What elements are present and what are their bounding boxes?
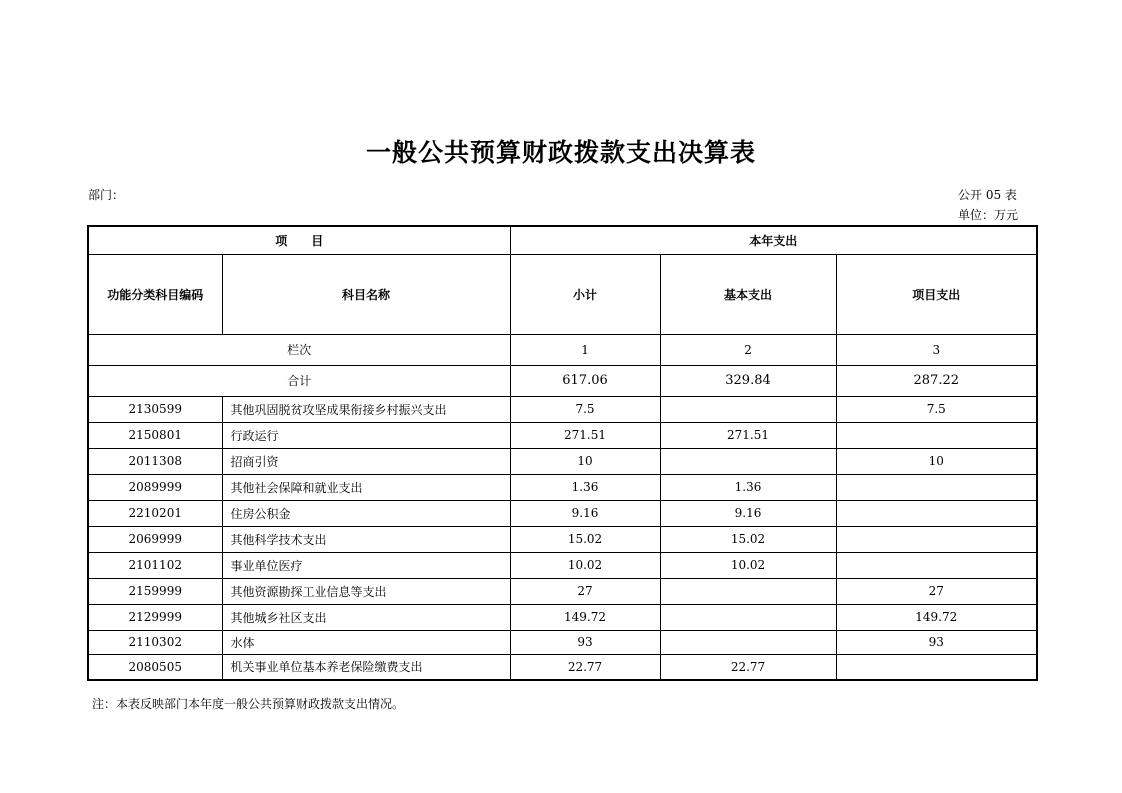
total-basic: 329.84 — [660, 365, 836, 396]
header-item: 项 目 — [88, 226, 510, 254]
row-subtotal: 27 — [510, 578, 660, 604]
row-subject-name: 水体 — [222, 630, 510, 654]
total-subtotal: 617.06 — [510, 365, 660, 396]
row-basic — [660, 604, 836, 630]
table-row — [88, 422, 1037, 448]
row-code: 2101102 — [88, 552, 222, 578]
row-basic: 10.02 — [660, 552, 836, 578]
header-row-1 — [88, 226, 1037, 254]
row-code: 2130599 — [88, 396, 222, 422]
table-row — [88, 654, 1037, 680]
row-basic: 9.16 — [660, 500, 836, 526]
row-basic — [660, 396, 836, 422]
table-row — [88, 396, 1037, 422]
row-code: 2089999 — [88, 474, 222, 500]
row-project: 93 — [836, 630, 1037, 654]
total-project: 287.22 — [836, 365, 1037, 396]
header-func-code: 功能分类科目编码 — [88, 254, 222, 334]
header-subject-name: 科目名称 — [222, 254, 510, 334]
unit-label: 单位：万元 — [958, 208, 1019, 222]
footnote: 注：本表反映部门本年度一般公共预算财政拨款支出情况。 — [92, 697, 405, 711]
row-basic: 1.36 — [660, 474, 836, 500]
row-project — [836, 474, 1037, 500]
row-subtotal: 10.02 — [510, 552, 660, 578]
row-code: 2210201 — [88, 500, 222, 526]
row-subject-name: 招商引资 — [222, 448, 510, 474]
row-subtotal: 1.36 — [510, 474, 660, 500]
table-row — [88, 474, 1037, 500]
department-label: 部门： — [88, 188, 125, 202]
row-subtotal: 271.51 — [510, 422, 660, 448]
row-basic — [660, 448, 836, 474]
row-project — [836, 654, 1037, 680]
header-basic-expense: 基本支出 — [660, 254, 836, 334]
row-code: 2080505 — [88, 654, 222, 680]
row-project: 10 — [836, 448, 1037, 474]
row-project — [836, 422, 1037, 448]
table-row — [88, 500, 1037, 526]
table-row — [88, 552, 1037, 578]
row-subtotal: 149.72 — [510, 604, 660, 630]
header-row-2 — [88, 254, 1037, 334]
row-code: 2129999 — [88, 604, 222, 630]
row-code: 2150801 — [88, 422, 222, 448]
total-row — [88, 365, 1037, 396]
column-index-label: 栏次 — [88, 334, 510, 365]
header-current-year-expense: 本年支出 — [510, 226, 1037, 254]
row-subject-name: 行政运行 — [222, 422, 510, 448]
page-title: 一般公共预算财政拨款支出决算表 — [365, 138, 756, 167]
total-label: 合计 — [88, 365, 510, 396]
row-project — [836, 552, 1037, 578]
table-row — [88, 604, 1037, 630]
row-subtotal: 93 — [510, 630, 660, 654]
row-basic — [660, 630, 836, 654]
row-subtotal: 15.02 — [510, 526, 660, 552]
row-code: 2011308 — [88, 448, 222, 474]
column-index-1: 1 — [510, 334, 660, 365]
column-index-2: 2 — [660, 334, 836, 365]
expense-table — [87, 225, 1038, 681]
row-subject-name: 其他资源勘探工业信息等支出 — [222, 578, 510, 604]
table-row — [88, 448, 1037, 474]
row-basic: 271.51 — [660, 422, 836, 448]
row-project: 7.5 — [836, 396, 1037, 422]
row-subject-name: 其他科学技术支出 — [222, 526, 510, 552]
row-project — [836, 500, 1037, 526]
row-project — [836, 526, 1037, 552]
row-project: 149.72 — [836, 604, 1037, 630]
table-row — [88, 526, 1037, 552]
row-code: 2159999 — [88, 578, 222, 604]
row-basic — [660, 578, 836, 604]
row-project: 27 — [836, 578, 1037, 604]
table-row — [88, 578, 1037, 604]
column-index-row — [88, 334, 1037, 365]
row-subject-name: 住房公积金 — [222, 500, 510, 526]
row-subject-name: 其他巩固脱贫攻坚成果衔接乡村振兴支出 — [222, 396, 510, 422]
row-subtotal: 9.16 — [510, 500, 660, 526]
table-row — [88, 630, 1037, 654]
row-subtotal: 7.5 — [510, 396, 660, 422]
row-code: 2110302 — [88, 630, 222, 654]
column-index-3: 3 — [836, 334, 1037, 365]
row-subject-name: 事业单位医疗 — [222, 552, 510, 578]
row-subject-name: 其他社会保障和就业支出 — [222, 474, 510, 500]
row-subtotal: 10 — [510, 448, 660, 474]
row-code: 2069999 — [88, 526, 222, 552]
row-basic: 22.77 — [660, 654, 836, 680]
row-subject-name: 其他城乡社区支出 — [222, 604, 510, 630]
row-subject-name: 机关事业单位基本养老保险缴费支出 — [222, 654, 510, 680]
header-subtotal: 小计 — [510, 254, 660, 334]
header-project-expense: 项目支出 — [836, 254, 1037, 334]
row-basic: 15.02 — [660, 526, 836, 552]
row-subtotal: 22.77 — [510, 654, 660, 680]
form-number: 公开 05 表 — [958, 188, 1017, 202]
